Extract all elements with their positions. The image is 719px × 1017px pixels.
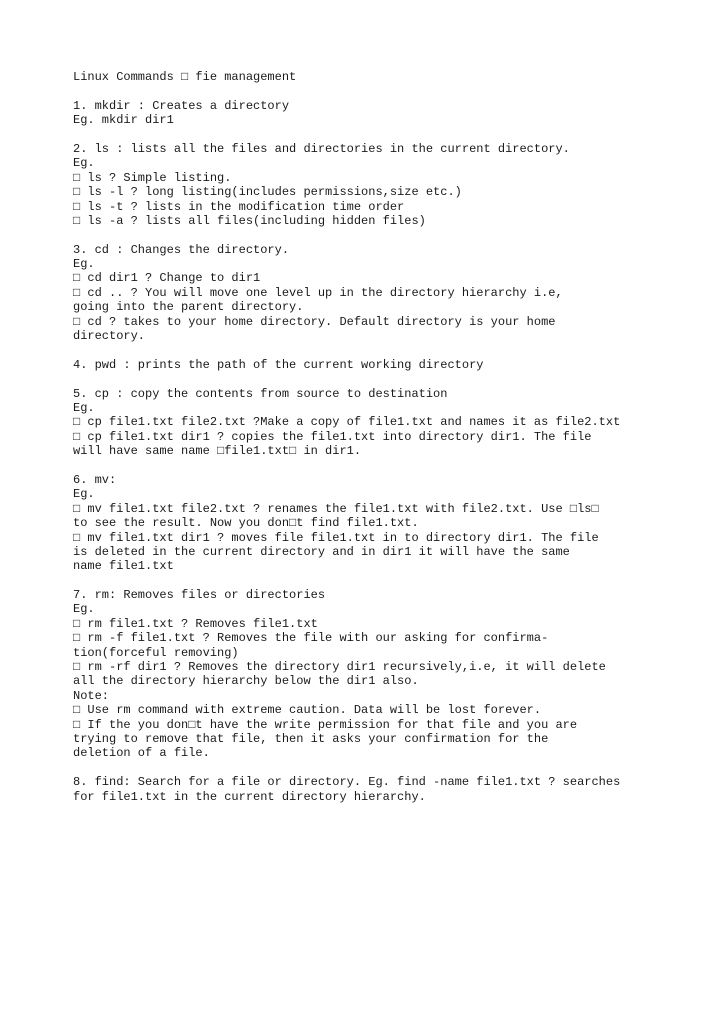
section-line: Eg. bbox=[73, 602, 95, 617]
section-rm bbox=[73, 588, 703, 761]
section-line: □ ls -l ? long listing(includes permissions,size etc.) bbox=[73, 185, 462, 200]
section-line: all the directory hierarchy below the dir1 also. bbox=[73, 674, 419, 689]
section-line: □ mv file1.txt dir1 ? moves file file1.txt in to directory dir1. The file bbox=[73, 530, 599, 545]
section-heading: 1. mkdir : Creates a directory bbox=[73, 98, 290, 113]
section-line: □ ls -a ? lists all files(including hidden files) bbox=[73, 213, 426, 228]
section-heading: 8. find: Search for a file or directory. Eg. find -name file1.txt ? searches bbox=[73, 775, 621, 790]
section-heading: 2. ls : lists all the files and directories in the current directory. bbox=[73, 141, 570, 156]
document-title: Linux Commands □ fie management bbox=[73, 70, 297, 84]
section-line: directory. bbox=[73, 329, 146, 344]
section-line: □ cd dir1 ? Change to dir1 bbox=[73, 271, 261, 286]
section-line: for file1.txt in the current directory hierarchy. bbox=[73, 789, 426, 804]
document-page bbox=[73, 70, 703, 804]
section-line: will have same name □file1.txt□ in dir1. bbox=[73, 444, 362, 459]
section-line: □ cd ? takes to your home directory. Default directory is your home bbox=[73, 314, 556, 329]
paragraph-gap bbox=[73, 459, 703, 473]
paragraph-gap bbox=[73, 343, 703, 357]
paragraph-gap bbox=[73, 761, 703, 775]
section-line: □ ls -t ? lists in the modification time order bbox=[73, 199, 405, 214]
document-body bbox=[73, 99, 703, 804]
paragraph-gap bbox=[73, 228, 703, 242]
section-ls bbox=[73, 142, 703, 228]
section-line: deletion of a file. bbox=[73, 746, 210, 761]
section-line: □ rm -f file1.txt ? Removes the file with our asking for confirma- bbox=[73, 631, 549, 646]
section-line: □ ls ? Simple listing. bbox=[73, 170, 232, 185]
paragraph-gap bbox=[73, 128, 703, 142]
section-line: □ rm -rf dir1 ? Removes the directory dir1 recursively,i.e, it will delete bbox=[73, 660, 606, 675]
section-heading: 7. rm: Removes files or directories bbox=[73, 588, 326, 603]
section-cp bbox=[73, 387, 703, 459]
section-line: going into the parent directory. bbox=[73, 300, 304, 315]
section-line: □ If the you don□t have the write permission for that file and you are bbox=[73, 717, 578, 732]
paragraph-gap bbox=[73, 372, 703, 386]
section-line: Note: bbox=[73, 688, 110, 703]
section-line: Eg. bbox=[73, 156, 95, 171]
section-mv bbox=[73, 473, 703, 574]
section-line: Eg. bbox=[73, 400, 95, 415]
section-pwd bbox=[73, 358, 703, 372]
section-line: □ cd .. ? You will move one level up in the directory hierarchy i.e, bbox=[73, 285, 563, 300]
section-line: □ cp file1.txt dir1 ? copies the file1.txt into directory dir1. The file bbox=[73, 429, 592, 444]
section-mkdir bbox=[73, 99, 703, 128]
section-line: □ rm file1.txt ? Removes file1.txt bbox=[73, 616, 318, 631]
section-line: □ Use rm command with extreme caution. Data will be lost forever. bbox=[73, 703, 542, 718]
paragraph-gap bbox=[73, 574, 703, 588]
section-line: to see the result. Now you don□t find file1.txt. bbox=[73, 516, 419, 531]
section-heading: 5. cp : copy the contents from source to destination bbox=[73, 386, 448, 401]
section-cd bbox=[73, 243, 703, 344]
section-line: trying to remove that file, then it asks your confirmation for the bbox=[73, 731, 549, 746]
section-line: tion(forceful removing) bbox=[73, 645, 239, 660]
paragraph-gap bbox=[73, 84, 703, 98]
section-line: Eg. bbox=[73, 257, 95, 272]
section-line: name file1.txt bbox=[73, 559, 174, 574]
section-line: Eg. mkdir dir1 bbox=[73, 113, 174, 128]
section-find bbox=[73, 775, 703, 804]
section-heading: 6. mv: bbox=[73, 472, 117, 487]
section-heading: 3. cd : Changes the directory. bbox=[73, 242, 290, 257]
section-heading: 4. pwd : prints the path of the current working directory bbox=[73, 357, 484, 372]
section-line: Eg. bbox=[73, 487, 95, 502]
section-line: □ cp file1.txt file2.txt ?Make a copy of file1.txt and names it as file2.txt bbox=[73, 415, 621, 430]
section-line: is deleted in the current directory and in dir1 it will have the same bbox=[73, 544, 570, 559]
section-line: □ mv file1.txt file2.txt ? renames the file1.txt with file2.txt. Use □ls□ bbox=[73, 501, 599, 516]
